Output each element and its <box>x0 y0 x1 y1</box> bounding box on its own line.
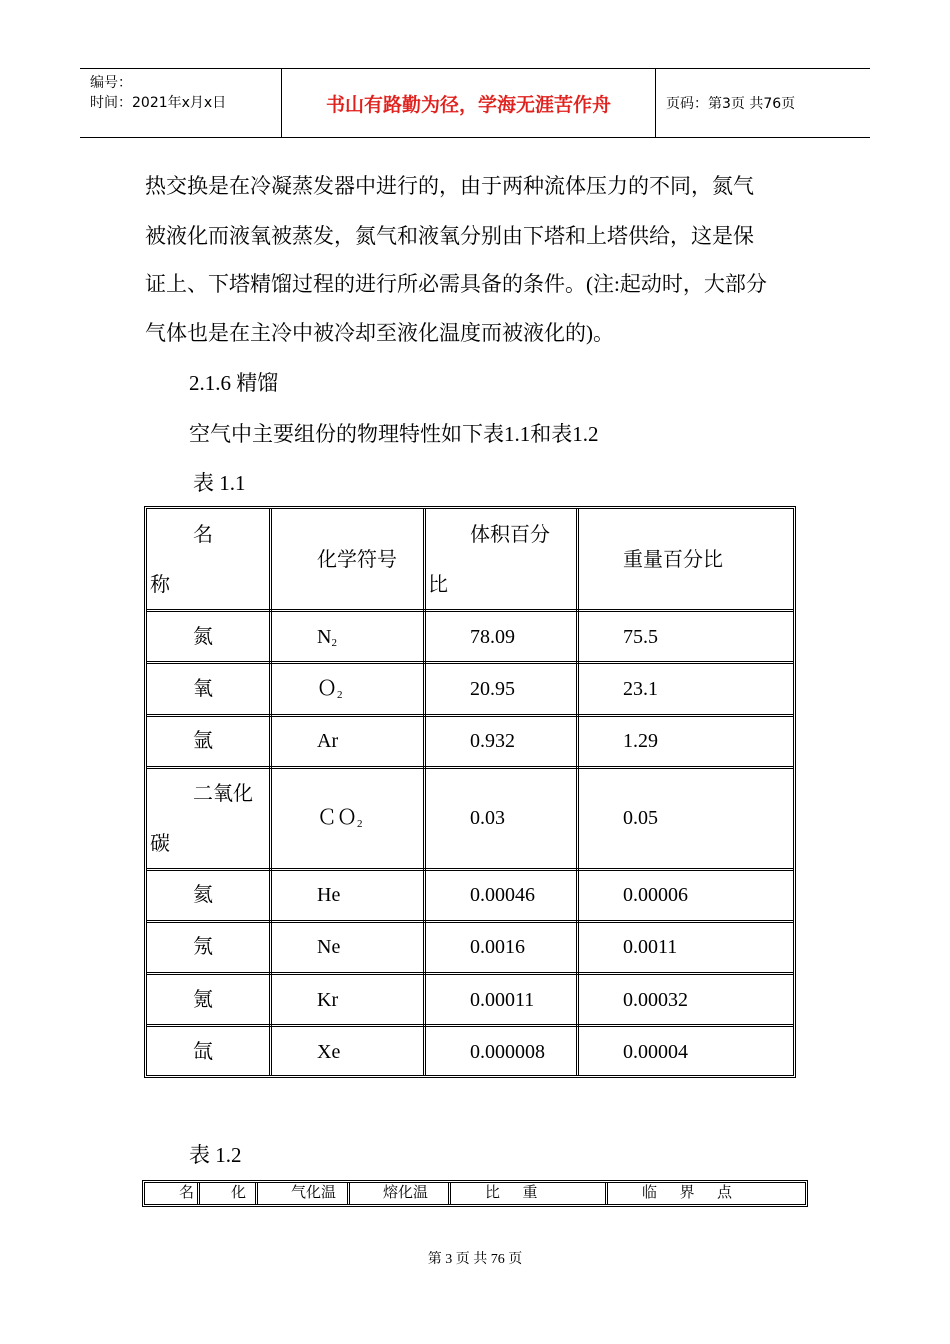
header-volume-top: 体积百分 <box>470 524 550 546</box>
table-gridline <box>147 1024 793 1027</box>
cell-volume: 78.09 <box>470 626 515 648</box>
cell-name: 氩 <box>193 730 213 752</box>
cell-name-bottom: 碳 <box>150 833 170 855</box>
table-gridline <box>147 868 793 871</box>
cell-name: 氙 <box>193 1041 213 1063</box>
cell-weight: 0.05 <box>623 807 658 829</box>
table-gridline <box>576 509 579 1075</box>
header-name-bottom: 称 <box>150 574 170 596</box>
cell-volume: 0.000008 <box>470 1041 545 1063</box>
cell-name: 氮 <box>193 626 213 648</box>
cell-symbol: Ne <box>317 936 341 958</box>
cell-volume: 0.0016 <box>470 936 525 958</box>
table-gridline <box>147 972 793 975</box>
cell-volume: 0.00046 <box>470 884 535 906</box>
intro-text: 空气中主要组份的物理特性如下表1.1和表1.2 <box>189 422 599 446</box>
cell-weight: 1.29 <box>623 730 658 752</box>
header-symbol: 化学符号 <box>317 549 397 571</box>
cell-symbol: He <box>317 884 341 906</box>
cell-symbol: Xe <box>317 1041 341 1063</box>
cell-name: 氧 <box>193 678 213 700</box>
header-weight: 重量百分比 <box>623 549 723 571</box>
table-gridline <box>147 766 793 769</box>
header-volume-bottom: 比 <box>428 574 448 596</box>
code-label: 编号： <box>90 75 132 91</box>
cell-symbol: Kr <box>317 989 339 1011</box>
cell-name: 氪 <box>193 989 213 1011</box>
cell-symbol: Ar <box>317 730 339 752</box>
table-gridline <box>147 920 793 923</box>
cell-name: 氦 <box>193 884 213 906</box>
paragraph-line: 热交换是在冷凝蒸发器中进行的，由于两种流体压力的不同，氮气 <box>145 174 754 198</box>
table-gridline <box>147 609 793 612</box>
page-footer: 第 3 页 共 76 页 <box>427 1252 523 1267</box>
header-name-top: 名 <box>193 524 213 546</box>
table-gridline <box>423 509 426 1075</box>
paragraph-line: 证上、下塔精馏过程的进行所必需具备的条件。(注:起动时，大部分 <box>145 272 767 296</box>
cell-symbol: Ｏ$_2$ <box>317 678 343 701</box>
paragraph-line: 被液化而液氧被蒸发，氮气和液氧分别由下塔和上塔供给，这是保 <box>145 224 754 248</box>
header-motto: 书山有路勤为径，学海无涯苦作舟 <box>325 94 611 116</box>
table-gridline <box>147 661 793 664</box>
cell-weight: 0.00032 <box>623 989 688 1011</box>
header-meta <box>80 69 281 137</box>
t2-header-boiling: 气化温 <box>291 1185 337 1201</box>
t2-header-name: 名 <box>179 1185 195 1201</box>
document-header <box>80 68 870 138</box>
cell-volume: 0.03 <box>470 807 505 829</box>
cell-symbol: ＣＯ$_2$ <box>317 807 363 830</box>
table-gridline <box>147 714 793 717</box>
cell-weight: 0.0011 <box>623 936 678 958</box>
table-gridline <box>269 509 272 1075</box>
t2-header-critical: 临 界 点 <box>642 1185 733 1201</box>
time-label: 时间：2021年x月x日 <box>90 95 227 111</box>
cell-weight: 75.5 <box>623 626 658 648</box>
cell-volume: 20.95 <box>470 678 515 700</box>
table2-caption: 表 1.2 <box>189 1143 242 1167</box>
cell-symbol: $N_2$ <box>317 626 337 649</box>
table-gridline <box>255 1183 258 1204</box>
table-gridline <box>197 1183 200 1204</box>
header-page-info: 页码：第3页 共76页 <box>666 96 796 112</box>
section-heading: 2.1.6 精馏 <box>189 371 279 395</box>
header-divider <box>655 69 656 137</box>
paragraph-line: 气体也是在主冷中被冷却至液化温度而被液化的)。 <box>145 321 614 345</box>
t2-header-density: 比 重 <box>485 1185 538 1201</box>
table-gridline <box>448 1183 451 1204</box>
t2-header-melting: 熔化温 <box>383 1185 429 1201</box>
table-gridline <box>347 1183 350 1204</box>
cell-name-top: 二氧化 <box>193 783 253 805</box>
cell-volume: 0.932 <box>470 730 515 752</box>
cell-weight: 0.00006 <box>623 884 688 906</box>
cell-name: 氖 <box>193 936 213 958</box>
cell-weight: 23.1 <box>623 678 658 700</box>
cell-weight: 0.00004 <box>623 1041 688 1063</box>
table1-caption: 表 1.1 <box>193 471 246 495</box>
cell-volume: 0.00011 <box>470 989 535 1011</box>
table-gridline <box>605 1183 608 1204</box>
t2-header-chem: 化 <box>231 1185 247 1201</box>
